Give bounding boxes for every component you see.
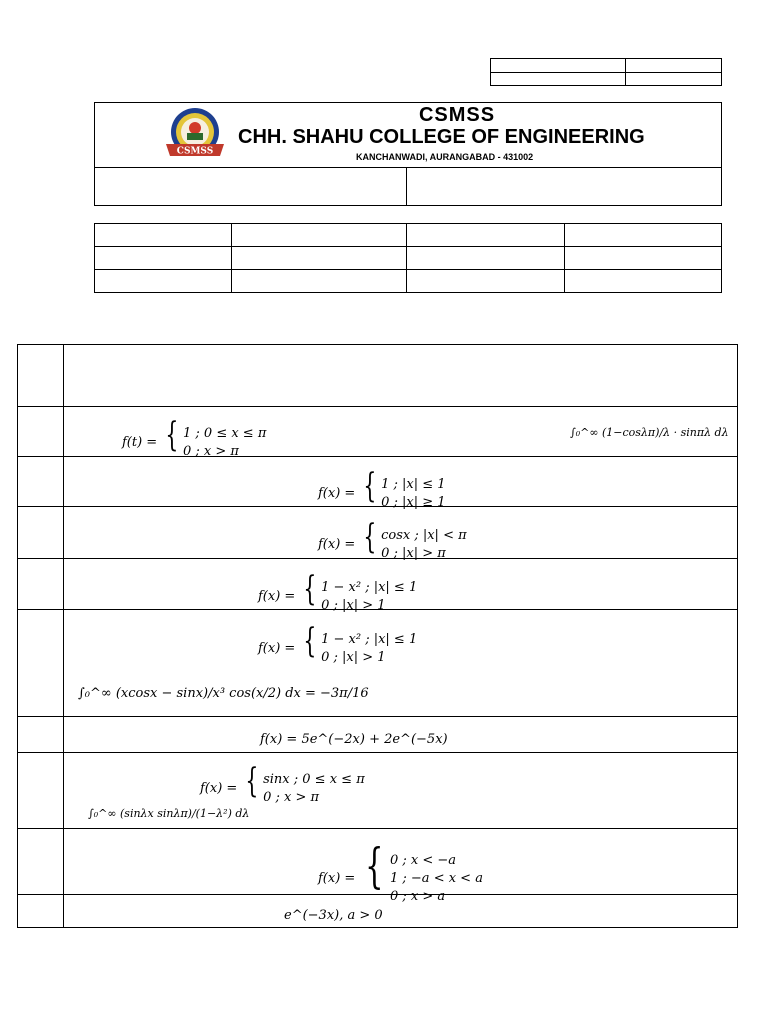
logo-text: CSMSS [176,146,214,157]
q2-function: f(x) = { 1 ; |x| ≤ 1 0 ; |x| ≥ 1 [318,466,446,510]
q9-expression: e^(−3x), a > 0 [284,908,383,923]
q8-function: f(x) = { 0 ; x < −a 1 ; −a < x < a 0 ; x > a [318,838,483,904]
info-table [94,223,722,293]
q5-integral: ∫₀^∞ (xcosx − sinx)/x³ cos(x/2) dx = −3π/16 [78,686,369,701]
q5-function: f(x) = { 1 − x² ; |x| ≤ 1 0 ; |x| > 1 [258,621,418,665]
q6-expression: f(x) = 5e^(−2x) + 2e^(−5x) [260,732,448,747]
college-address: KANCHANWADI, AURANGABAD - 431002 [356,152,534,162]
q4-function: f(x) = { 1 − x² ; |x| ≤ 1 0 ; |x| > 1 [258,569,418,613]
q7-integral: ∫₀^∞ (sinλx sinλπ)/(1−λ²) dλ [88,807,250,820]
top-right-table [490,58,722,86]
org-name: CSMSS [418,104,496,126]
college-name: CHH. SHAHU COLLEGE OF ENGINEERING [238,126,645,148]
q1-function: f(t) = { 1 ; 0 ≤ x ≤ π 0 ; x > π [122,415,267,459]
q1-integral: ∫₀^∞ (1−cosλπ)/λ · sinπλ dλ [570,426,729,439]
q7-function: f(x) = { sinx ; 0 ≤ x ≤ π 0 ; x > π [200,761,365,805]
q3-function: f(x) = { cosx ; |x| < π 0 ; |x| > π [318,517,467,561]
